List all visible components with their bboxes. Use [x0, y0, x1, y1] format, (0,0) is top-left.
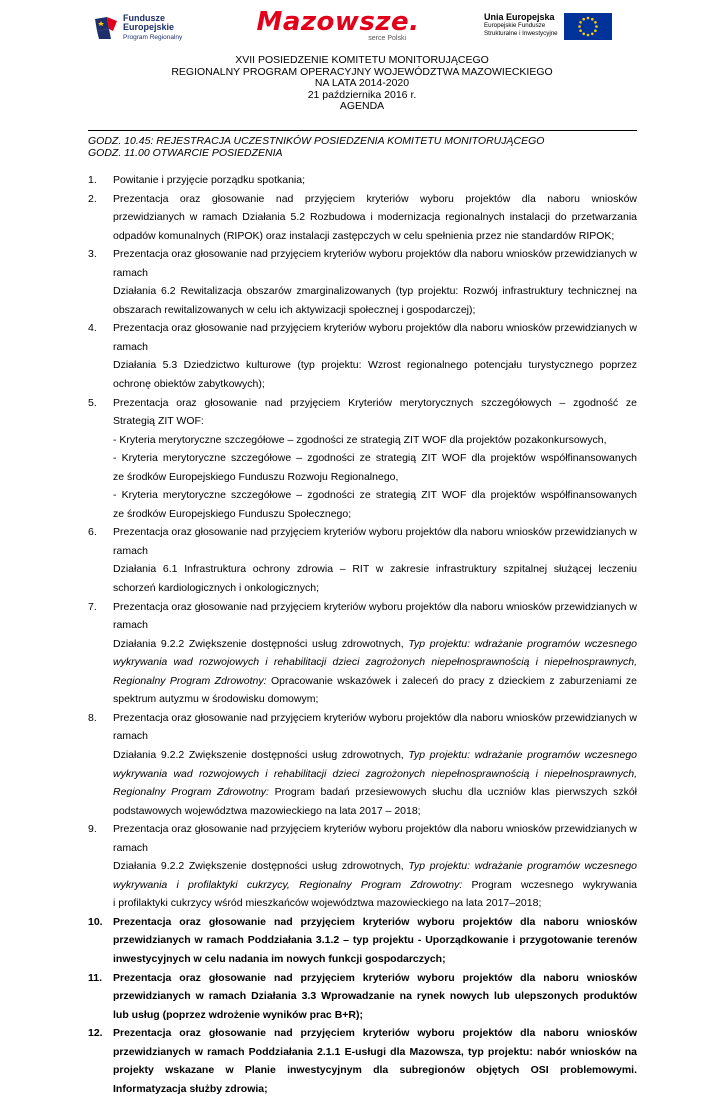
- item-text: - Kryteria merytoryczne szczegółowe – zgodności ze strategią ZIT WOF dla projektów współfinansowanych: [113, 452, 637, 465]
- item-text: [113, 857, 637, 876]
- item-number: 9.: [88, 823, 97, 836]
- item-text: Prezentacja oraz głosowanie nad przyjęciem kryteriów wyboru projektów dla naboru wniosków przewidzianych w ramach: [113, 248, 637, 279]
- ue-name: Unia Europejska: [484, 12, 555, 22]
- item-text: Prezentacja oraz głosowanie nad przyjęciem kryteriów wyboru projektów dla naboru wniosków: [113, 192, 637, 205]
- fe-subtitle: Program Regionalny: [123, 34, 183, 41]
- item-text-italic: Typ projektu: wdrażanie programów wczesnego: [408, 637, 638, 650]
- agenda-item: [88, 245, 637, 319]
- item-text: Prezentacja oraz głosowanie nad przyjęciem kryteriów wyboru projektów dla naboru wniosków: [113, 1027, 637, 1040]
- item-text: Prezentacja oraz głosowanie nad przyjęciem kryteriów wyboru projektów dla naboru wniosków: [113, 915, 637, 928]
- item-number: 2.: [88, 192, 97, 205]
- header-divider: [88, 130, 637, 131]
- item-number: 10.: [88, 915, 103, 928]
- agenda-item: [88, 523, 637, 597]
- item-text: i profilaktyki cukrzycy wśród mieszkańców województwa mazowieckiego na lata 2017–2018;: [113, 897, 542, 910]
- agenda-item: [88, 190, 637, 246]
- item-text-italic: Regionalny Program Zdrowotny:: [113, 786, 269, 799]
- item-text: Prezentacja oraz głosowanie nad przyjęciem Kryteriów merytorycznych szczegółowych – zgodność ze: [113, 396, 637, 409]
- item-number: 5.: [88, 396, 97, 409]
- item-number: 3.: [88, 248, 97, 261]
- item-text: przewidzianych w ramach Poddziałania 2.1.1 E-usługi dla Mazowsza, typ projektu: nabór wniosków na: [113, 1045, 637, 1058]
- item-number: 8.: [88, 711, 97, 724]
- item-text: Powitanie i przyjęcie porządku spotkania;: [113, 174, 306, 186]
- item-text: podstawowych województwa mazowieckiego na lata 2017 – 2018;: [113, 804, 421, 817]
- item-text: Prezentacja oraz głosowanie nad przyjęciem kryteriów wyboru projektów dla naboru wniosków przewidzianych w ramach: [113, 600, 637, 632]
- item-number: 11.: [88, 971, 103, 984]
- item-text: przewidzianych w ramach Działania 5.2 Rozbudowa i modernizacja regionalnych instalacji do przetwarzania: [113, 211, 637, 224]
- item-text: [113, 876, 637, 895]
- item-number: 4.: [88, 322, 97, 335]
- item-text: inwestycyjnych w celu nadania im nowych funkcji gospodarczych;: [113, 952, 446, 965]
- fundusze-europejskie-flag-icon: [93, 15, 119, 41]
- item-text: [113, 672, 637, 691]
- item-text: Działania 6.1 Infrastruktura ochrony zdrowia – RIT w zakresie infrastruktury szpitalnej służącej leczeniu: [113, 563, 637, 576]
- mazowsze-logo: [248, 8, 428, 46]
- item-text: Prezentacja oraz głosowanie nad przyjęciem kryteriów wyboru projektów dla naboru wniosków przewidzianych w ramach: [113, 711, 637, 743]
- item-text: Prezentacja oraz głosowanie nad przyjęciem kryteriów wyboru projektów dla naboru wniosków: [113, 971, 637, 984]
- item-text: Strategią ZIT WOF:: [113, 415, 204, 428]
- item-text: Prezentacja oraz głosowanie nad przyjęciem kryteriów wyboru projektów dla naboru wniosków przewidzianych w ramach: [113, 322, 637, 353]
- item-text-segment: Działania 9.2.2 Zwiększenie dostępności usług zdrowotnych,: [113, 748, 404, 761]
- eu-flag-icon: [564, 13, 612, 40]
- item-number: 6.: [88, 526, 97, 539]
- agenda-item: [88, 394, 637, 524]
- item-text: ze środków Europejskiego Funduszu Społecznego;: [113, 507, 352, 520]
- agenda-item: [88, 319, 637, 393]
- agenda-item: [88, 171, 637, 190]
- fe-name-line-1: Fundusze: [123, 13, 165, 23]
- mazowsze-wordmark: Mazowsze.: [256, 7, 420, 37]
- item-text-italic: wykrywania wad rozwojowych i rehabilitacji dzieci zagrożonych niepełnosprawnością i niepełnosprawnych,: [113, 767, 637, 780]
- item-text: [113, 783, 637, 802]
- mazowsze-tagline: serce Polski: [368, 35, 406, 42]
- header-line-2: REGIONALNY PROGRAM OPERACYJNY WOJEWÓDZTWA MAZOWIECKIEGO: [171, 65, 553, 78]
- item-text: ochronę obiektów zabytkowych);: [113, 378, 265, 391]
- unia-europejska-logo: [484, 13, 612, 43]
- item-text-segment: Program wczesnego wykrywania: [471, 878, 637, 891]
- agenda-item: [88, 969, 637, 1025]
- godz-opening: GODZ. 11.00 OTWARCIE POSIEDZENIA: [88, 147, 283, 159]
- item-text: Działania 5.3 Dziedzictwo kulturowe (typ projektu: Wzrost regionalnego potencjału turystycznego poprzez: [113, 359, 637, 372]
- item-text: [113, 746, 637, 765]
- item-text: spektrum autyzmu w środowisku domowym;: [113, 693, 319, 706]
- godz-registration: GODZ. 10.45: REJESTRACJA UCZESTNIKÓW POSIEDZENIA KOMITETU MONITORUJĄCEGO: [88, 135, 545, 147]
- item-text: przewidzianych w ramach Poddziałania 3.1.2 – typ projektu - Uporządkowanie i przygotowanie terenów: [113, 934, 637, 947]
- item-text: Informatyzacja służby zdrowia;: [113, 1082, 268, 1095]
- item-text-italic: Regionalny Program Zdrowotny:: [113, 674, 267, 687]
- agenda-list: [88, 171, 637, 1098]
- item-text: Prezentacja oraz głosowanie nad przyjęciem kryteriów wyboru projektów dla naboru wniosków przewidzianych w ramach: [113, 526, 637, 557]
- item-text: projekty wskazane w Planie inwestycyjnym dla subregionów objętych OSI problemowymi.: [113, 1064, 637, 1077]
- item-text: Działania 6.2 Rewitalizacja obszarów zmarginalizowanych (typ projektu: Rozwój infrastruktury technicznej na: [113, 285, 637, 298]
- agenda-item: [88, 598, 637, 709]
- fe-name-line-2: Europejskie: [123, 22, 175, 32]
- meeting-header: [88, 55, 636, 113]
- item-text: obszarach rewitalizowanych w celu ich aktywizacji społecznej i gospodarczej);: [113, 303, 476, 316]
- item-text: przewidzianych w ramach Działania 3.3 Wprowadzanie na rynek nowych lub ulepszonych produktów: [113, 990, 637, 1003]
- item-text: odpadów komunalnych (RIPOK) oraz instalacji zastępczych w celu spełnienia przez nie standardów RIPOK;: [113, 229, 615, 242]
- header-agenda: AGENDA: [339, 100, 385, 112]
- item-text-italic: wykrywania i profilaktyki cukrzycy, Regionalny Program Zdrowotny:: [113, 878, 463, 891]
- item-text-italic: wykrywania wad rozwojowych i rehabilitacji dzieci zagrożonych niepełnosprawnością i niepełnosprawnych,: [113, 656, 637, 669]
- item-text-segment: Działania 9.2.2 Zwiększenie dostępności usług zdrowotnych,: [113, 637, 404, 650]
- header-line-3: NA LATA 2014-2020: [314, 77, 410, 89]
- agenda-item: [88, 709, 637, 820]
- item-text-segment: Program badań przesiewowych słuchu dla uczniów klas pierwszych szkół: [274, 786, 637, 799]
- item-number: 1.: [88, 174, 97, 186]
- item-text: ze środków Europejskiego Funduszu Rozwoju Regionalnego,: [113, 470, 399, 483]
- ue-sub-line-2: Strukturalne i Inwestycyjne: [484, 30, 558, 37]
- item-text: - Kryteria merytoryczne szczegółowe – zgodności ze strategią ZIT WOF dla projektów współfinansowanych: [113, 489, 637, 502]
- item-text: Prezentacja oraz głosowanie nad przyjęciem kryteriów wyboru projektów dla naboru wniosków przewidzianych w ramach: [113, 823, 637, 854]
- item-text: [113, 635, 637, 654]
- fundusze-europejskie-logo: [93, 12, 182, 44]
- item-text-italic: Typ projektu: wdrażanie programów wczesnego: [408, 860, 638, 873]
- agenda-item: [88, 913, 637, 969]
- header-date: 21 października 2016 r.: [307, 88, 417, 101]
- schedule-times: [88, 135, 637, 159]
- ue-sub-line-1: Europejskie Fundusze: [484, 22, 546, 29]
- item-text: schorzeń kardiologicznych i onkologicznych;: [113, 582, 320, 595]
- item-number: 7.: [88, 600, 97, 613]
- logo-bar: [88, 8, 644, 46]
- agenda-item: [88, 820, 637, 913]
- item-text: - Kryteria merytoryczne szczegółowe – zgodności ze strategią ZIT WOF dla projektów pozakonkursowych,: [113, 433, 607, 446]
- header-line-1: XVII POSIEDZENIE KOMITETU MONITORUJĄCEGO: [235, 54, 489, 66]
- agenda-item: [88, 1024, 637, 1098]
- item-number: 12.: [88, 1027, 103, 1040]
- item-text-segment: Działania 9.2.2 Zwiększenie dostępności usług zdrowotnych,: [113, 860, 404, 873]
- item-text: lub usług (poprzez wdrożenie wyników prac B+R);: [113, 1008, 363, 1021]
- item-text-segment: Opracowanie wskazówek i zaleceń do pracy z dzieckiem z zaburzeniami ze: [270, 674, 638, 687]
- item-text-italic: Typ projektu: wdrażanie programów wczesnego: [408, 748, 638, 761]
